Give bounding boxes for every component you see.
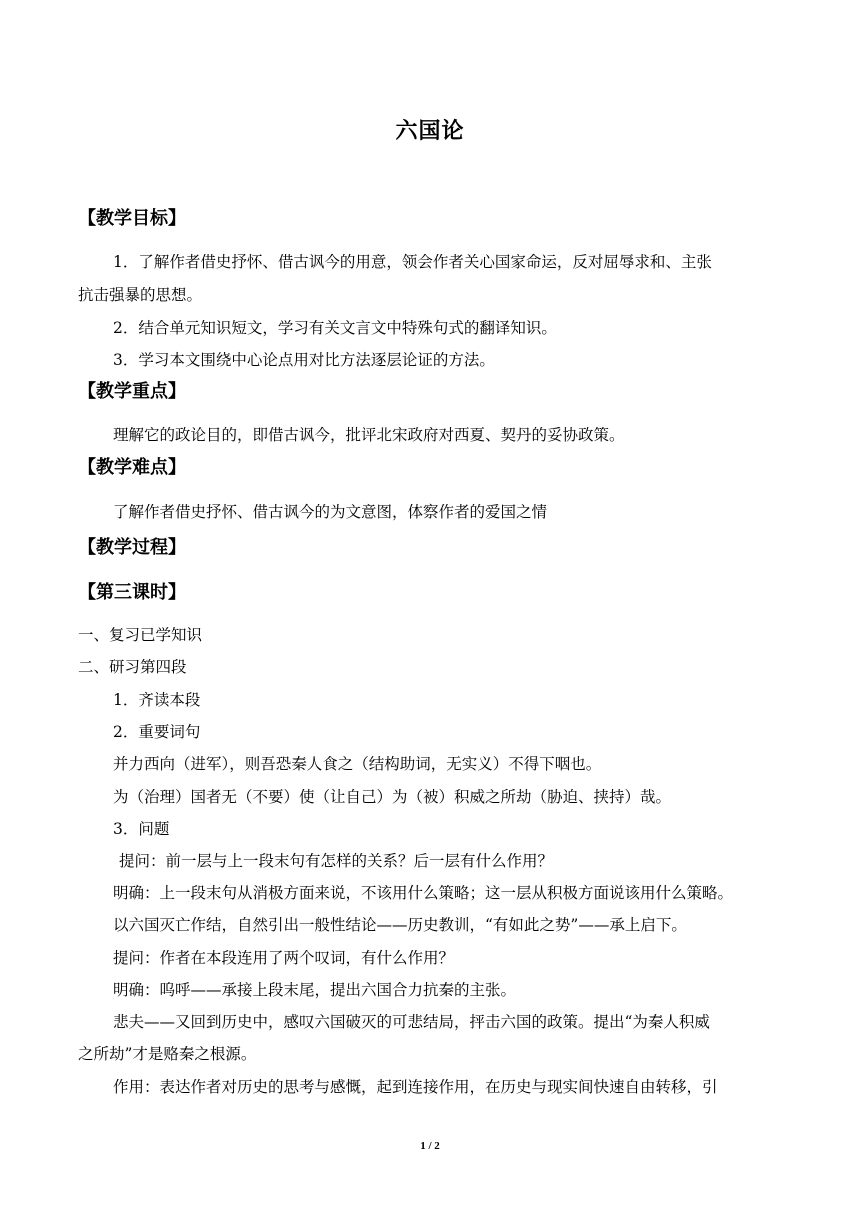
question-1: 提问：前一层与上一段末句有怎样的关系？后一层有什么作用？ [119,852,554,870]
objective-1-line-1: 1．了解作者借史抒怀、借古讽今的用意，领会作者关心国家命运，反对屈辱求和、主张 [113,253,712,271]
process-step-2: 二、研习第四段 [78,658,187,676]
lesson-heading: 【第三课时】 [78,582,186,603]
objectives-heading: 【教学目标】 [78,208,186,229]
objective-1-line-2: 抗击强暴的思想。 [78,286,203,304]
answer-1-line-1: 明确：上一段末句从消极方面来说，不该用什么策略；这一层从积极方面说该用什么策略。 [113,884,734,902]
page-title: 六国论 [395,118,465,144]
process-item-3: 3．问题 [113,820,170,838]
focus-heading: 【教学重点】 [78,381,186,402]
answer-4-line-1: 作用：表达作者对历史的思考与感慨，起到连接作用，在历史与现实间快速自由转移，引 [113,1078,718,1096]
answer-3-line-2: 之所劫”才是赂秦之根源。 [78,1045,257,1063]
question-2: 提问：作者在本段连用了两个叹词，有什么作用？ [113,949,455,967]
difficulty-heading: 【教学难点】 [78,457,186,478]
answer-3-line-1: 悲夫——又回到历史中，感叹六国破灭的可悲结局，抨击六国的政策。提出“为秦人积威 [113,1013,710,1031]
process-item-1: 1．齐读本段 [113,691,201,709]
process-heading: 【教学过程】 [78,537,186,558]
focus-text: 理解它的政论目的，即借古讽今，批评北宋政府对西夏、契丹的妥协政策。 [113,426,625,444]
key-phrase-1: 并力西向（进军），则吾恐秦人食之（结构助词，无实义）不得下咽也。 [113,755,602,773]
answer-1-line-2: 以六国灭亡作结，自然引出一般性结论——历史教训，“有如此之势”——承上启下。 [113,916,687,934]
objective-2: 2．结合单元知识短文，学习有关文言文中特殊句式的翻译知识。 [113,319,557,337]
key-phrase-2: 为（治理）国者无（不要）使（让自己）为（被）积威之所劫（胁迫、挟持）哉。 [113,788,672,806]
objective-3: 3．学习本文围绕中心论点用对比方法逐层论证的方法。 [113,351,495,369]
page-number: 1 / 2 [420,1140,440,1152]
process-step-1: 一、复习已学知识 [78,626,203,644]
process-item-2: 2．重要词句 [113,723,201,741]
difficulty-text: 了解作者借史抒怀、借古讽今的为文意图，体察作者的爱国之情 [113,503,548,521]
answer-2: 明确：呜呼——承接上段末尾，提出六国合力抗秦的主张。 [113,981,517,999]
